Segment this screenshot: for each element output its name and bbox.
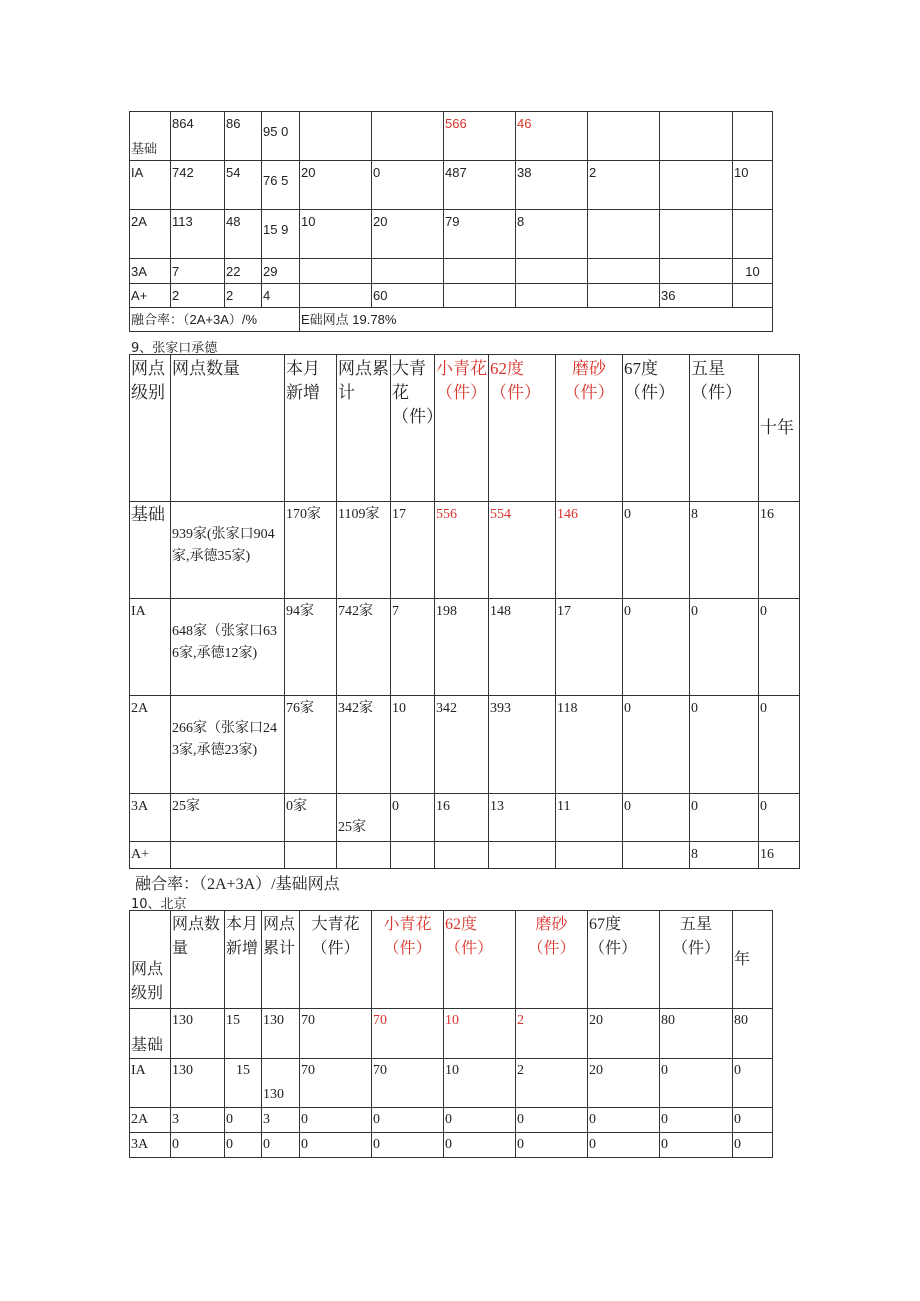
cell: 0 — [623, 599, 690, 696]
cell: 0 — [372, 161, 444, 210]
cell: 20 — [588, 1059, 660, 1108]
cell — [733, 284, 773, 308]
total-cell: 0 — [262, 1133, 300, 1158]
header-cell: 大青花（件） — [300, 911, 372, 1009]
cell: 0 — [372, 1133, 444, 1158]
cell: 16 — [759, 842, 800, 869]
count-cell: 0 — [171, 1133, 225, 1158]
cell — [372, 112, 444, 161]
table-row — [130, 842, 800, 869]
level-cell: 3A — [130, 259, 171, 284]
cell: 113 — [171, 210, 225, 259]
cell: 0 — [623, 696, 690, 794]
count-cell: 130 — [171, 1059, 225, 1108]
cell: 556 — [435, 502, 489, 599]
cell: 0 — [733, 1133, 773, 1158]
count-cell: 939家(张家口904家,承德35家) — [171, 502, 285, 599]
section-title: 9、张家口承德 — [131, 341, 218, 356]
total-cell: 130 — [262, 1059, 300, 1108]
rate-value: E础网点 19.78% — [300, 308, 773, 332]
cell: 8 — [690, 842, 759, 869]
total-cell: 130 — [262, 1009, 300, 1059]
level-cell: 2A — [130, 210, 171, 259]
table-row — [130, 1133, 773, 1158]
cell: 80 — [660, 1009, 733, 1059]
count-cell: 130 — [171, 1009, 225, 1059]
header-cell: 67度（件） — [588, 911, 660, 1009]
cell: 0 — [588, 1108, 660, 1133]
cell: 342 — [435, 696, 489, 794]
table-row — [130, 259, 773, 284]
cell — [588, 112, 660, 161]
cell: 0 — [516, 1133, 588, 1158]
table-row — [130, 308, 773, 332]
new-cell: 15 — [225, 1009, 262, 1059]
section-title: 10、北京 — [131, 897, 187, 912]
level-cell: 2A — [130, 696, 171, 794]
cell — [444, 259, 516, 284]
total-cell: 25家 — [337, 794, 391, 842]
cell: 76 5 — [262, 161, 300, 210]
cell: 554 — [489, 502, 556, 599]
table-row — [130, 502, 800, 599]
total-cell: 742家 — [337, 599, 391, 696]
cell: 79 — [444, 210, 516, 259]
cell: 16 — [759, 502, 800, 599]
cell: 15 9 — [262, 210, 300, 259]
cell: 0 — [372, 1108, 444, 1133]
cell — [391, 842, 435, 869]
cell: 198 — [435, 599, 489, 696]
new-cell: 15 — [225, 1059, 262, 1108]
cell — [660, 112, 733, 161]
cell: 0 — [759, 599, 800, 696]
header-cell: 网点数量 — [171, 911, 225, 1009]
new-cell: 94家 — [285, 599, 337, 696]
cell: 0 — [690, 794, 759, 842]
header-cell: 五星（件） — [660, 911, 733, 1009]
cell — [372, 259, 444, 284]
cell — [300, 284, 372, 308]
cell — [733, 210, 773, 259]
rate-label: 融合率：（2A+3A）/% — [130, 308, 300, 332]
header-row — [130, 911, 773, 1009]
table-beijing — [129, 910, 773, 1158]
table-row — [130, 1009, 773, 1059]
cell: 10 — [300, 210, 372, 259]
new-cell: 170家 — [285, 502, 337, 599]
new-cell: 0家 — [285, 794, 337, 842]
table-continuation — [129, 111, 773, 332]
cell: 11 — [556, 794, 623, 842]
cell — [300, 259, 372, 284]
cell: 7 — [171, 259, 225, 284]
count-cell: 3 — [171, 1108, 225, 1133]
cell: 0 — [759, 794, 800, 842]
cell: 20 — [300, 161, 372, 210]
cell — [660, 259, 733, 284]
cell: 0 — [623, 794, 690, 842]
count-cell — [171, 842, 285, 869]
cell: 70 — [300, 1009, 372, 1059]
new-cell: 0 — [225, 1133, 262, 1158]
cell: 95 0 — [262, 112, 300, 161]
cell: 0 — [391, 794, 435, 842]
cell: 2 — [588, 161, 660, 210]
cell: 70 — [372, 1059, 444, 1108]
cell: 80 — [733, 1009, 773, 1059]
cell: 22 — [225, 259, 262, 284]
header-cell: 网点级别 — [130, 355, 171, 502]
total-cell: 342家 — [337, 696, 391, 794]
cell: 20 — [588, 1009, 660, 1059]
cell: 10 — [444, 1009, 516, 1059]
cell — [733, 112, 773, 161]
count-cell: 266家（张家口243家,承德23家) — [171, 696, 285, 794]
total-cell: 3 — [262, 1108, 300, 1133]
header-cell: 磨砂（件） — [516, 911, 588, 1009]
cell: 148 — [489, 599, 556, 696]
header-cell: 十年 — [759, 355, 800, 502]
cell: 8 — [516, 210, 588, 259]
level-cell: 3A — [130, 1133, 171, 1158]
header-cell: 小青花（件） — [372, 911, 444, 1009]
header-cell: 网点数量 — [171, 355, 285, 502]
cell — [660, 210, 733, 259]
total-cell: 1109家 — [337, 502, 391, 599]
cell: 0 — [690, 599, 759, 696]
header-cell: 年 — [733, 911, 773, 1009]
cell: 86 — [225, 112, 262, 161]
cell: 864 — [171, 112, 225, 161]
cell: 0 — [588, 1133, 660, 1158]
header-cell: 本月新增 — [285, 355, 337, 502]
cell: 0 — [516, 1108, 588, 1133]
level-cell: 基础 — [130, 112, 171, 161]
cell: 16 — [435, 794, 489, 842]
header-row — [130, 355, 800, 502]
fusion-rate-note: 融合率：（2A+3A）/基础网点 — [135, 876, 340, 893]
new-cell: 76家 — [285, 696, 337, 794]
cell: 0 — [623, 502, 690, 599]
table-row — [130, 112, 773, 161]
level-cell: 3A — [130, 794, 171, 842]
level-cell: IA — [130, 161, 171, 210]
header-cell: 网点累计 — [262, 911, 300, 1009]
level-cell: IA — [130, 599, 171, 696]
total-cell — [337, 842, 391, 869]
header-cell: 62度（件） — [444, 911, 516, 1009]
cell: 0 — [660, 1133, 733, 1158]
level-cell: 基础 — [130, 1009, 171, 1059]
cell: 0 — [660, 1108, 733, 1133]
header-cell: 62度（件） — [489, 355, 556, 502]
header-cell: 网点累计 — [337, 355, 391, 502]
table-row — [130, 284, 773, 308]
cell: 4 — [262, 284, 300, 308]
cell: 17 — [391, 502, 435, 599]
cell — [660, 161, 733, 210]
new-cell: 0 — [225, 1108, 262, 1133]
level-cell: IA — [130, 1059, 171, 1108]
cell: 118 — [556, 696, 623, 794]
table-row — [130, 210, 773, 259]
cell: 2 — [225, 284, 262, 308]
cell: 10 — [733, 161, 773, 210]
cell — [489, 842, 556, 869]
cell: 36 — [660, 284, 733, 308]
cell: 0 — [660, 1059, 733, 1108]
cell: 487 — [444, 161, 516, 210]
cell — [623, 842, 690, 869]
cell: 0 — [444, 1108, 516, 1133]
cell: 13 — [489, 794, 556, 842]
table-row — [130, 794, 800, 842]
cell — [588, 259, 660, 284]
cell: 742 — [171, 161, 225, 210]
table-row — [130, 1059, 773, 1108]
header-cell: 小青花（件） — [435, 355, 489, 502]
cell — [435, 842, 489, 869]
level-cell: 基础 — [130, 502, 171, 599]
cell: 0 — [733, 1059, 773, 1108]
table-row — [130, 161, 773, 210]
header-cell: 本月新增 — [225, 911, 262, 1009]
level-cell: A+ — [130, 842, 171, 869]
cell: 70 — [300, 1059, 372, 1108]
count-cell: 648家（张家口636家,承德12家) — [171, 599, 285, 696]
table-row — [130, 696, 800, 794]
cell: 0 — [733, 1108, 773, 1133]
cell: 566 — [444, 112, 516, 161]
cell: 20 — [372, 210, 444, 259]
cell — [444, 284, 516, 308]
header-cell: 五星（件） — [690, 355, 759, 502]
level-cell: 2A — [130, 1108, 171, 1133]
table-row — [130, 599, 800, 696]
cell: 8 — [690, 502, 759, 599]
header-cell: 大青花（件） — [391, 355, 435, 502]
cell: 10 — [733, 259, 773, 284]
cell: 10 — [444, 1059, 516, 1108]
cell: 2 — [171, 284, 225, 308]
cell: 17 — [556, 599, 623, 696]
new-cell — [285, 842, 337, 869]
cell: 0 — [759, 696, 800, 794]
cell: 2 — [516, 1059, 588, 1108]
cell: 48 — [225, 210, 262, 259]
cell: 10 — [391, 696, 435, 794]
cell: 54 — [225, 161, 262, 210]
cell: 38 — [516, 161, 588, 210]
table-row — [130, 1108, 773, 1133]
cell: 0 — [300, 1108, 372, 1133]
cell: 0 — [690, 696, 759, 794]
table-zhangjiakou-chengde — [129, 354, 800, 869]
cell: 2 — [516, 1009, 588, 1059]
cell: 0 — [444, 1133, 516, 1158]
cell — [516, 259, 588, 284]
cell: 0 — [300, 1133, 372, 1158]
header-cell: 磨砂（件） — [556, 355, 623, 502]
header-cell: 67度（件） — [623, 355, 690, 502]
count-cell: 25家 — [171, 794, 285, 842]
cell — [516, 284, 588, 308]
cell: 46 — [516, 112, 588, 161]
header-cell: 网点级别 — [130, 911, 171, 1009]
cell — [588, 210, 660, 259]
cell — [556, 842, 623, 869]
cell: 146 — [556, 502, 623, 599]
cell — [588, 284, 660, 308]
cell: 7 — [391, 599, 435, 696]
level-cell: A+ — [130, 284, 171, 308]
cell: 29 — [262, 259, 300, 284]
cell — [300, 112, 372, 161]
cell: 60 — [372, 284, 444, 308]
cell: 393 — [489, 696, 556, 794]
cell: 70 — [372, 1009, 444, 1059]
